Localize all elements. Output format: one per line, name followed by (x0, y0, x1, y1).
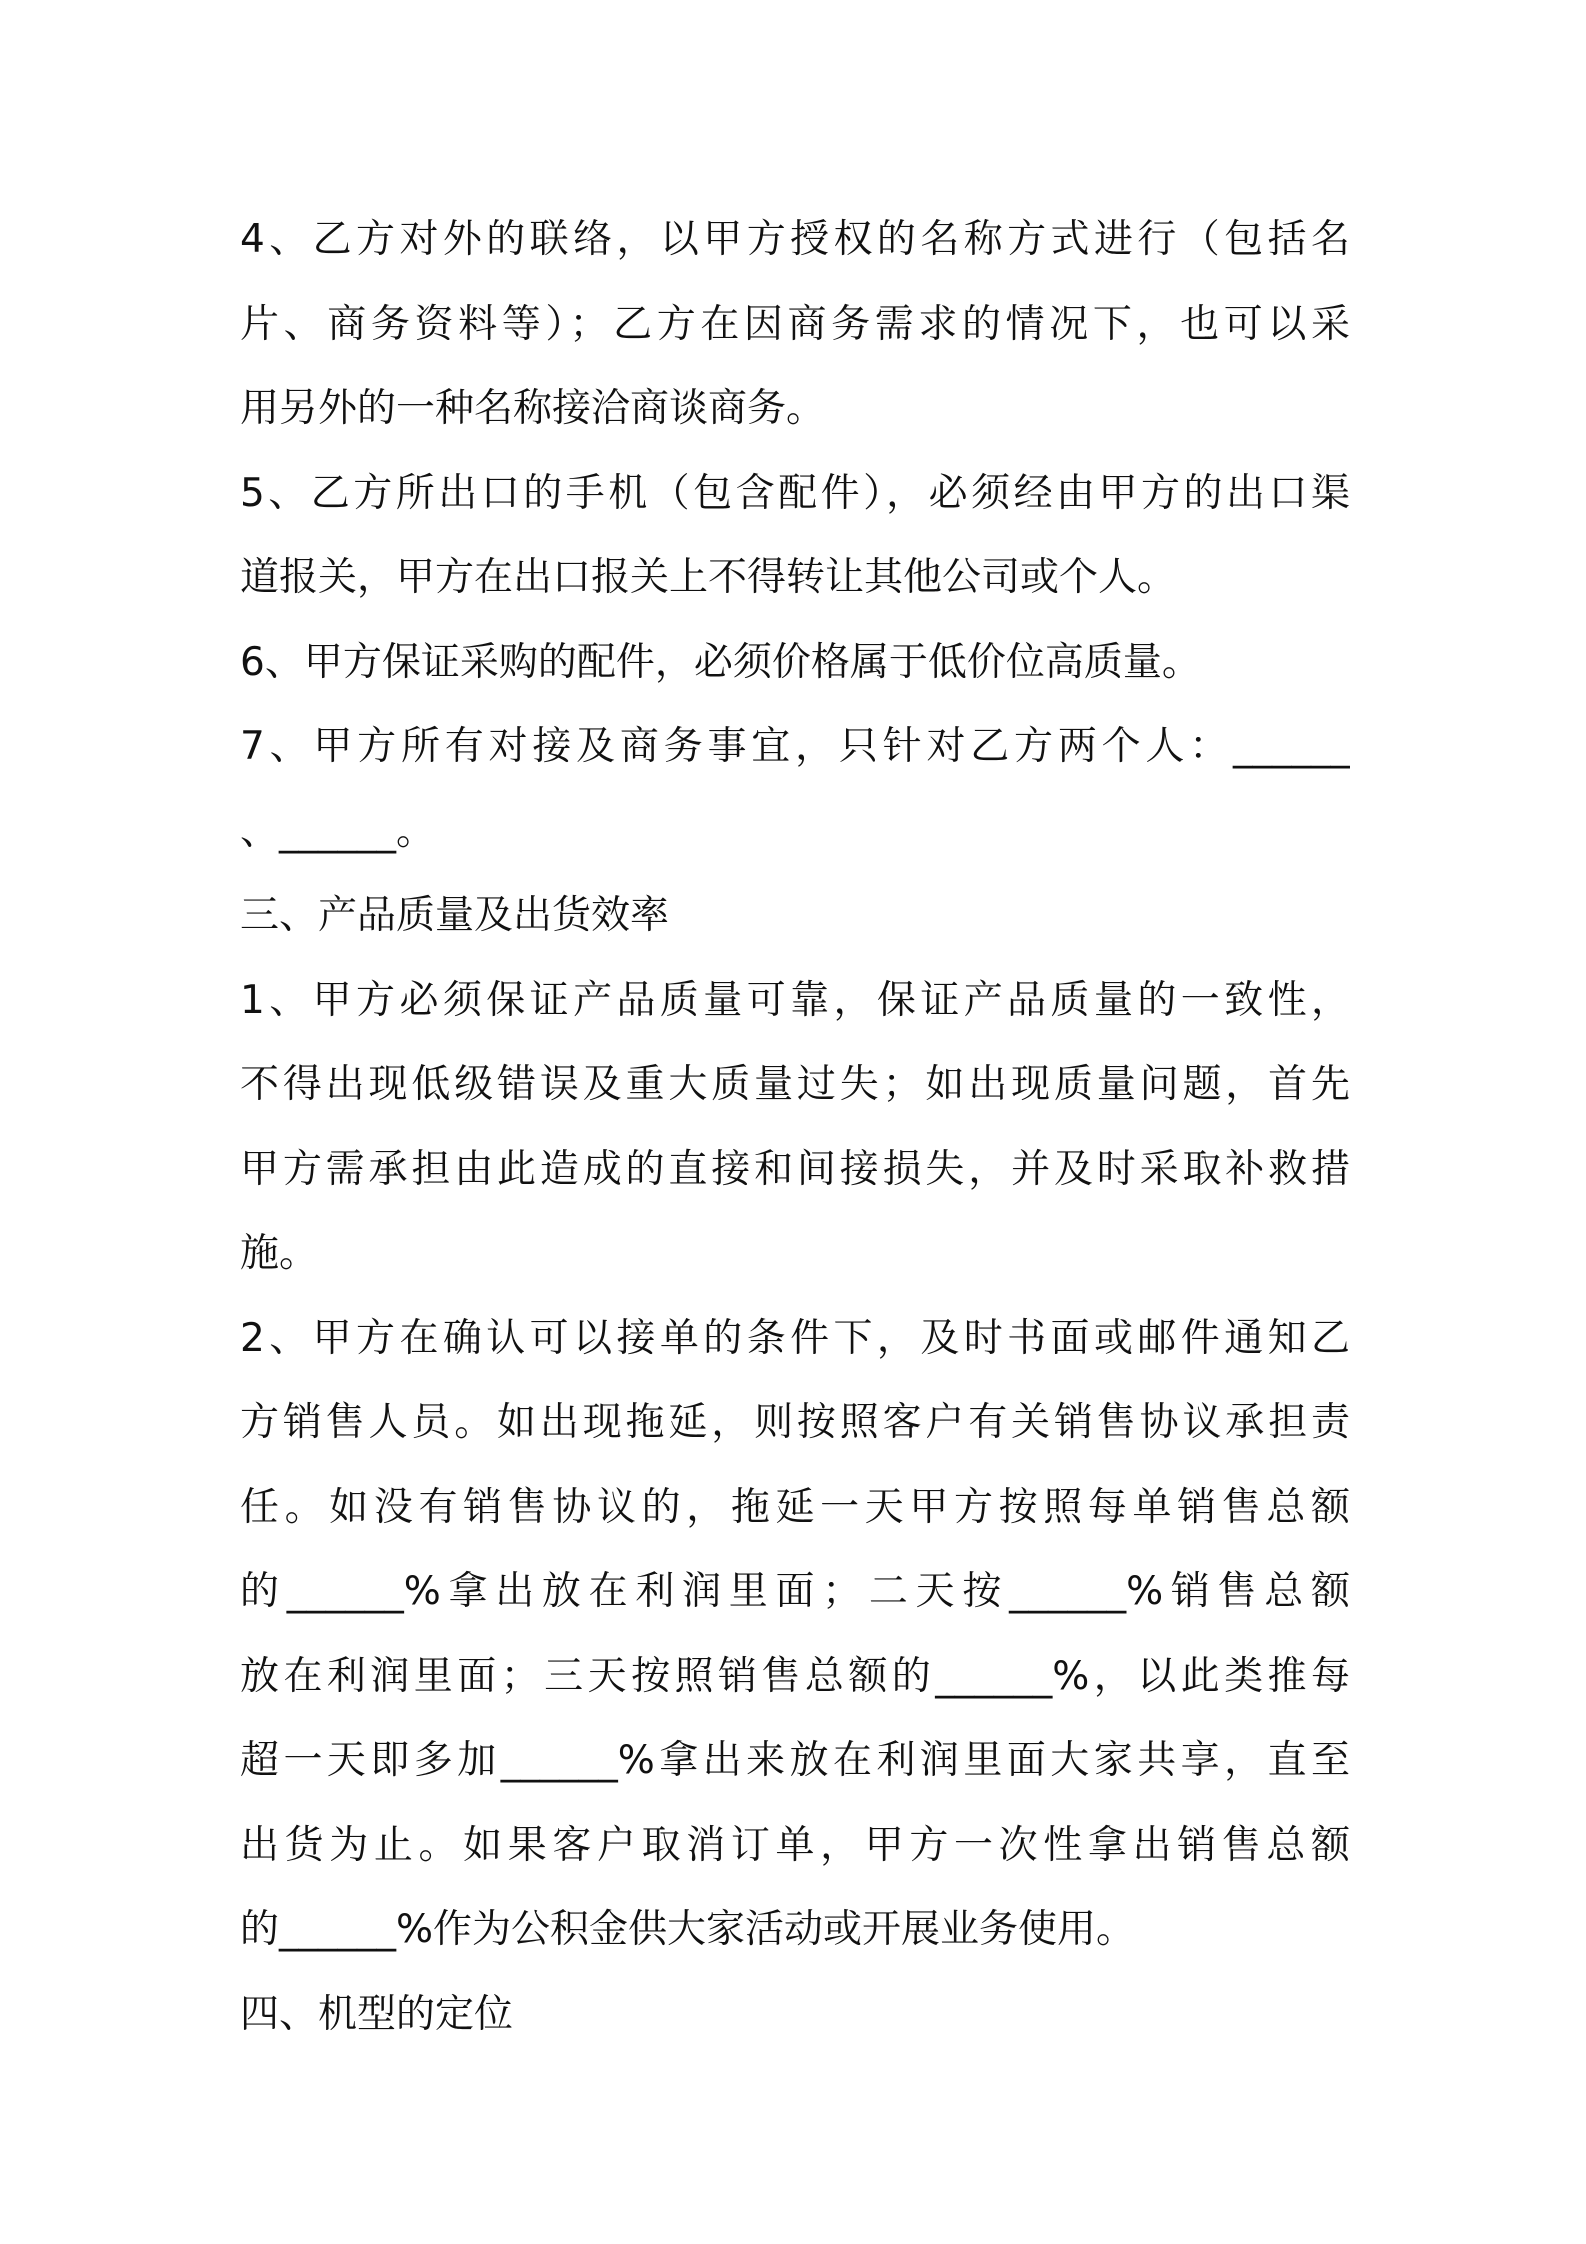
paragraph-line: 不得出现低级错误及重大质量过失；如出现质量问题，首先 (240, 1062, 1350, 1107)
paragraph-line: 6、甲方保证采购的配件，必须价格属于低价位高质量。 (240, 639, 1201, 685)
paragraph-line: 的______%拿出放在利润里面；二天按______%销售总额 (240, 1569, 1350, 1614)
paragraph-line: 方销售人员。如出现拖延，则按照客户有关销售协议承担责 (240, 1400, 1350, 1445)
paragraph-line: 道报关，甲方在出口报关上不得转让其他公司或个人。 (240, 555, 1177, 600)
paragraph-line: 放在利润里面；三天按照销售总额的______%，以此类推每 (240, 1653, 1350, 1699)
paragraph-line: 2、甲方在确认可以接单的条件下，及时书面或邮件通知乙 (240, 1315, 1350, 1361)
paragraph-line: 任。如没有销售协议的，拖延一天甲方按照每单销售总额 (240, 1484, 1350, 1530)
section-heading: 三、产品质量及出货效率 (240, 893, 670, 938)
paragraph-line: 施。 (240, 1231, 319, 1276)
paragraph-line: 4、乙方对外的联络，以甲方授权的名称方式进行（包括名 (240, 217, 1350, 262)
paragraph-line: 7、甲方所有对接及商务事宜，只针对乙方两个人：______ (240, 724, 1350, 769)
paragraph-line: 用另外的一种名称接洽商谈商务。 (240, 386, 826, 431)
paragraph-line: 甲方需承担由此造成的直接和间接损失，并及时采取补救措 (240, 1146, 1350, 1192)
paragraph-line: 1、甲方必须保证产品质量可靠，保证产品质量的一致性， (240, 977, 1350, 1023)
paragraph-line: 5、乙方所出口的手机（包含配件），必须经由甲方的出口渠 (240, 470, 1350, 516)
paragraph-line: 片、商务资料等）；乙方在因商务需求的情况下，也可以采 (240, 301, 1350, 347)
section-heading: 四、机型的定位 (240, 1991, 514, 2037)
paragraph-line: 的______%作为公积金供大家活动或开展业务使用。 (240, 1907, 1136, 1952)
paragraph-line: 超一天即多加______%拿出来放在利润里面大家共享，直至 (240, 1738, 1350, 1783)
document-body (240, 198, 1350, 2057)
paragraph-line: 、______。 (240, 808, 436, 854)
paragraph-line: 出货为止。如果客户取消订单，甲方一次性拿出销售总额 (240, 1822, 1350, 1868)
